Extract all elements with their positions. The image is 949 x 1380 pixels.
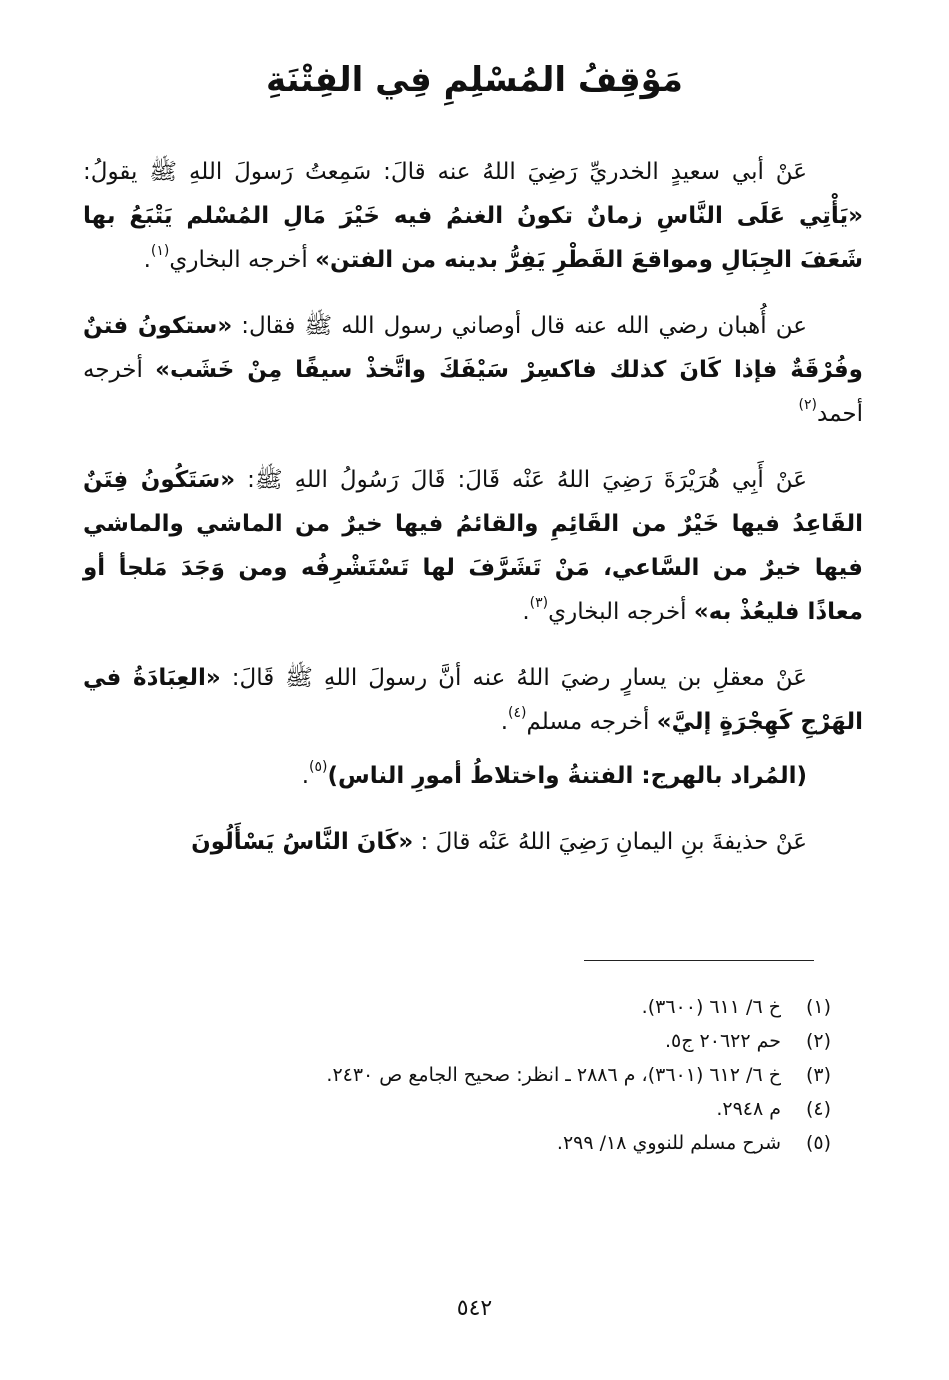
footnote-number: (٢) — [805, 1030, 831, 1052]
footnote-number: (٣) — [805, 1064, 831, 1086]
hadith-quote: «كَانَ النَّاسُ يَسْأَلُونَ — [191, 829, 414, 855]
footnote-item — [111, 1092, 831, 1126]
footnote-number: (١) — [805, 996, 831, 1018]
narration-intro: عَنْ معقلِ بن يسارٍ رضيَ اللهُ عنه أنَّ رسولَ اللهِ ﷺ قَالَ: — [220, 665, 807, 691]
footnote-separator — [584, 960, 814, 961]
source-attribution: أخرجه مسلم — [526, 709, 657, 735]
explanation-text: (المُراد بالهرج: الفتنةُ واختلاطُ أمورِ الناس) — [327, 763, 807, 789]
narration-intro: عَنْ أَبِي هُرَيْرَةَ رَضِيَ اللهُ عَنْه قَالَ: قَالَ رَسُولُ اللهِ ﷺ: — [235, 467, 808, 493]
paragraph-end: . — [500, 709, 509, 735]
explanation-paragraph — [83, 754, 863, 798]
hadith-quote: «يَأْتِي عَلَى النَّاسِ زمانٌ تكونُ الغنمُ فيه خَيْرَ مَالِ المُسْلم يَتْبَعُ بها شَعَفَ الجِبَالِ ومواقعَ القَطْرِ يَفِرُّ بدينه من الفتن» — [83, 203, 863, 273]
narration-intro: عَنْ أبي سعيدٍ الخدريِّ رَضِيَ اللهُ عنه قالَ: سَمِعتُ رَسولَ اللهِ ﷺ يقولُ: — [83, 159, 807, 185]
hadith-paragraph — [83, 150, 863, 282]
footnote-item — [111, 1024, 831, 1058]
page-number: ٥٤٢ — [456, 1296, 493, 1321]
main-text — [83, 150, 863, 886]
hadith-quote: «ستكونُ فتنٌ وفُرْقَةٌ فإذا كَانَ كذلك فاكسِرْ سَيْفَكَ واتَّخذْ سيفًا مِنْ خَشَب» — [83, 313, 863, 383]
paragraph-end: . — [522, 599, 530, 625]
hadith-quote: «العِبَادَةُ في الهَرْجِ كَهِجْرَةٍ إليَّ» — [83, 665, 863, 735]
footnote-text: حم ٢٠٦٢٢ ج٥. — [664, 1030, 781, 1052]
paragraph-end: . — [301, 763, 309, 789]
footnote-number: (٥) — [805, 1132, 831, 1154]
hadith-paragraph — [83, 458, 863, 634]
footnote-text: خ ٦/ ٦١١ (٣٦٠٠). — [641, 996, 781, 1018]
footnote-marker: (٣) — [529, 595, 549, 611]
footnote-number: (٤) — [805, 1098, 831, 1120]
footnote-item — [111, 1058, 831, 1092]
narration-intro: عَنْ حذيفةَ بنِ اليمانِ رَضِيَ اللهُ عَنْه قالَ : — [413, 829, 807, 855]
footnote-marker: (٤) — [508, 705, 527, 721]
narration-intro: عن أُهبان رضي الله عنه قال أوصاني رسول الله ﷺ فقال: — [232, 313, 807, 339]
footnote-text: شرح مسلم للنووي ١٨/ ٢٩٩. — [556, 1132, 781, 1154]
footnote-marker: (١) — [150, 243, 170, 259]
footnote-text: خ ٦/ ٦١٢ (٣٦٠١)، م ٢٨٨٦ ـ انظر: صحيح الجامع ص ٢٤٣٠. — [326, 1064, 781, 1086]
source-attribution: أخرجه البخاري — [169, 247, 316, 273]
source-attribution: أخرجه البخاري — [548, 599, 694, 625]
footnote-item — [111, 990, 831, 1024]
footnote-item — [111, 1126, 831, 1160]
paragraph-end: . — [143, 247, 151, 273]
footnotes — [111, 990, 831, 1160]
source-attribution: أخرجه أحمد — [83, 357, 863, 427]
hadith-quote: «سَتَكُونُ فِتَنٌ القَاعِدُ فيها خَيْرٌ من القَائِمِ والقائمُ فيها خيرٌ من الماشي والماشي فيها خيرٌ من السَّاعي، مَنْ تَشَرَّفَ لها تَسْتَشْرِفُه ومن وَجَدَ مَلجأ أو معاذًا فليعُذْ به» — [83, 467, 863, 625]
footnote-text: م ٢٩٤٨. — [716, 1098, 781, 1120]
hadith-paragraph — [83, 656, 863, 744]
hadith-paragraph — [83, 304, 863, 436]
footnote-marker: (٢) — [798, 397, 818, 413]
hadith-paragraph — [83, 820, 863, 864]
page-title: مَوْقِفُ المُسْلِمِ فِي الفِتْنَةِ — [266, 60, 683, 100]
footnote-marker: (٥) — [309, 759, 328, 775]
